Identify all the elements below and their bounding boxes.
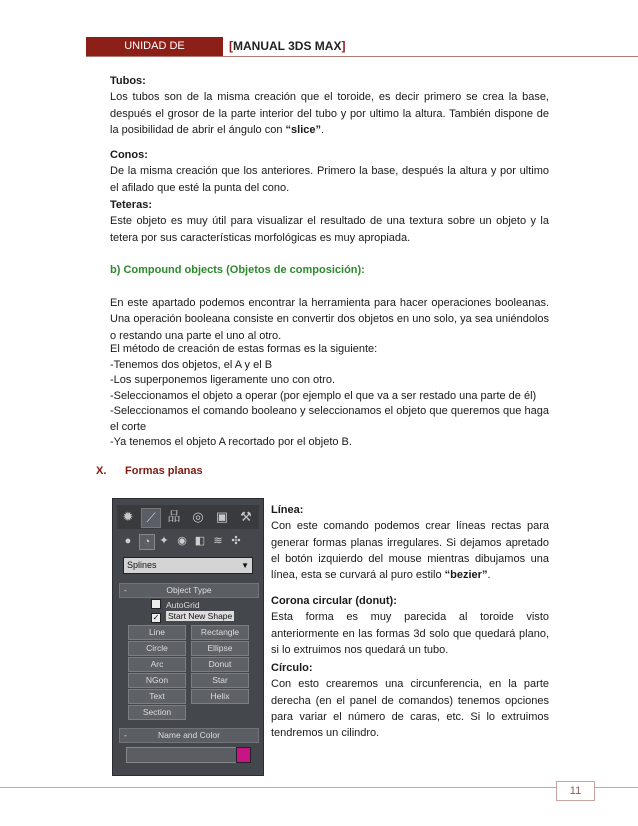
- helpers-icon[interactable]: ◧: [194, 535, 206, 547]
- compound-step: -Los superponemos ligeramente uno con otro.: [110, 374, 336, 387]
- circulo-heading: Círculo:: [271, 662, 313, 674]
- checkbox-icon: [151, 599, 161, 609]
- autogrid-checkbox[interactable]: AutoGrid: [151, 599, 200, 611]
- command-panel-screenshot: [112, 498, 264, 776]
- helix-button[interactable]: Helix: [191, 689, 249, 704]
- compound-steps-title: El método de creación de estas formas es la siguiente:: [110, 343, 378, 355]
- command-panel-tabs: [117, 505, 259, 529]
- header-rule: [86, 56, 638, 57]
- tubos-text: Los tubos son de la misma creación que el toroide, es decir primero se crea la base, después el grosor de la parte interior del tubo y por ultimo la altura. También dispone de la posibilidad de abrir el ángulo con “slice”.: [110, 91, 549, 136]
- linea-paragraph: [271, 502, 549, 583]
- compound-heading: b) Compound objects (Objetos de composición):: [110, 264, 365, 276]
- object-type-rollout[interactable]: [119, 583, 259, 598]
- circulo-paragraph: [271, 660, 549, 741]
- name-and-color-rollout[interactable]: [119, 728, 259, 743]
- compound-steps: [110, 342, 549, 404]
- conos-heading: Conos:: [110, 149, 148, 161]
- create-category-icons: [119, 532, 259, 552]
- conos-text: De la misma creación que los anteriores. Primero la base, después la altura y por ultimo el afilado que esté la punta del cono.: [110, 165, 549, 194]
- display-icon[interactable]: ▣: [215, 509, 229, 524]
- sun-icon[interactable]: ✹: [122, 509, 134, 524]
- ellipse-button[interactable]: Ellipse: [191, 641, 249, 656]
- ngon-button[interactable]: NGon: [128, 673, 186, 688]
- corona-heading: Corona circular (donut):: [271, 595, 397, 607]
- object-name-input[interactable]: [126, 747, 238, 763]
- compound-step: -Seleccionamos el comando booleano y seleccionamos el objeto que queremos que haga el corte: [110, 405, 549, 433]
- curve-icon[interactable]: ⟋: [141, 508, 161, 528]
- name-and-color-label: Name and Color: [158, 730, 220, 740]
- rectangle-button[interactable]: Rectangle: [191, 625, 249, 640]
- lights-icon[interactable]: ✦: [159, 535, 169, 547]
- shape-type-dropdown[interactable]: Splines ▼: [123, 557, 253, 574]
- systems-icon[interactable]: ✣: [231, 535, 241, 547]
- linea-heading: Línea:: [271, 504, 304, 516]
- hammer-icon[interactable]: ⚒: [240, 509, 252, 524]
- header-title: [MANUAL 3DS MAX]: [229, 39, 346, 53]
- object-type-label: Object Type: [166, 585, 212, 595]
- header-section-tag: UNIDAD DE VINCULACION: [86, 37, 223, 56]
- page-number: 11: [556, 781, 595, 801]
- section-x-number: X.: [96, 465, 107, 477]
- geometry-icon[interactable]: ●: [124, 535, 132, 547]
- compound-intro: En este apartado podemos encontrar la herramienta para hacer operaciones booleanas. Una operación booleana consiste en convertir dos objetos en uno solo, ya sea uniéndolos o restando una parte el uno al otro.: [110, 297, 549, 342]
- linea-text: Con este comando podemos crear líneas rectas para generar formas planas irregulares. Si dejamos apretado el botón izquierdo del mouse mientras dibujamos una línea, esta se curvará al puro estilo “bezier”.: [271, 520, 549, 582]
- donut-button[interactable]: Donut: [191, 657, 249, 672]
- chevron-down-icon: ▼: [241, 561, 249, 570]
- shapes-icon[interactable]: ◔: [139, 534, 155, 550]
- corona-text: Esta forma es muy parecida al toroide visto anteriormente en las formas 3d solo que quedará plano, si lo extruimos nos quedará un tubo.: [271, 611, 549, 656]
- checkmark-icon: ✓: [152, 613, 160, 622]
- spacewarps-icon[interactable]: ≋: [213, 535, 223, 547]
- circulo-text: Con esto crearemos una circunferencia, en la parte derecha (en el panel de comandos) tenemos opciones para variar el número de caras, etc. Si lo extruimos tendremos un cilindro.: [271, 678, 549, 740]
- star-button[interactable]: Star: [191, 673, 249, 688]
- line-button[interactable]: Line: [128, 625, 186, 640]
- text-button[interactable]: Text: [128, 689, 186, 704]
- corona-paragraph: [271, 593, 549, 658]
- conos-paragraph: [110, 147, 549, 196]
- tubos-heading: Tubos:: [110, 75, 146, 87]
- section-button[interactable]: Section: [128, 705, 186, 720]
- footer-rule: [0, 787, 638, 788]
- start-new-shape-checkbox[interactable]: ✓ Start New Shape: [152, 611, 233, 622]
- section-x-title: Formas planas: [125, 465, 203, 477]
- motion-icon[interactable]: ◎: [192, 509, 204, 524]
- compound-step: -Tenemos dos objetos, el A y el B: [110, 358, 273, 371]
- color-swatch[interactable]: [236, 747, 251, 763]
- arc-button[interactable]: Arc: [128, 657, 186, 672]
- collapse-icon: -: [124, 730, 127, 740]
- hierarchy-icon[interactable]: 品: [167, 509, 181, 524]
- circle-button[interactable]: Circle: [128, 641, 186, 656]
- collapse-icon: -: [124, 585, 127, 595]
- tubos-paragraph: [110, 73, 549, 138]
- teteras-paragraph: [110, 197, 549, 246]
- teteras-text: Este objeto es muy útil para visualizar el resultado de una textura sobre un objeto y la tetera por sus características morfológicas es muy apropiada.: [110, 215, 549, 244]
- cameras-icon[interactable]: ◉: [177, 535, 187, 547]
- compound-step: -Seleccionamos el objeto a operar (por ejemplo el que va a ser restado una parte de él): [110, 389, 537, 402]
- compound-step: -Ya tenemos el objeto A recortado por el objeto B.: [110, 436, 352, 448]
- teteras-heading: Teteras:: [110, 199, 152, 211]
